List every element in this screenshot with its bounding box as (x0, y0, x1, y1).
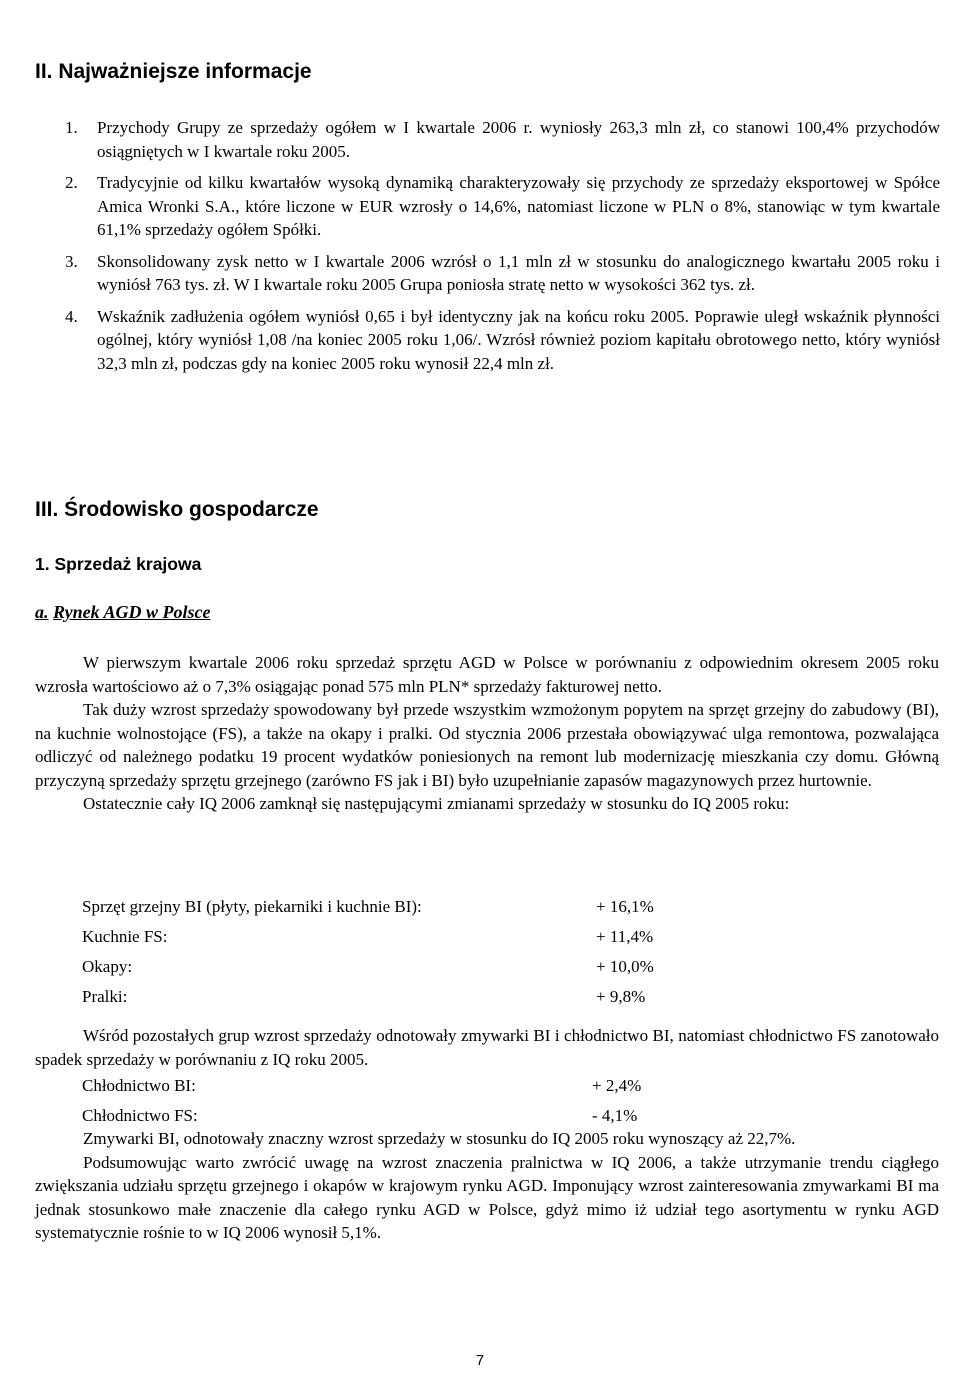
table-row-label: Sprzęt grzejny BI (płyty, piekarniki i kuchnie BI): (82, 897, 422, 916)
list-item-number: 1. (65, 118, 78, 137)
key-info-list (35, 116, 940, 383)
table-row-value: + 11,4% (596, 927, 654, 946)
table-row-value: + 9,8% (596, 987, 646, 1006)
section-iii-heading: III. Środowisko gospodarcze (35, 498, 319, 521)
paragraph: W pierwszym kwartale 2006 roku sprzedaż sprzętu AGD w Polsce w porównaniu z odpowiednim okresem 2005 roku wzrosła wartościowo aż o 7,3% osiągając ponad 575 mln PLN* sprzedaży fakturowej netto. (35, 653, 939, 696)
table-row-label: Okapy: (82, 957, 133, 976)
list-item-number: 3. (65, 251, 78, 271)
list-item (35, 116, 940, 163)
subsection-a-label: a. (35, 602, 49, 622)
list-item-text: Przychody Grupy ze sprzedaży ogółem w I kwartale 2006 r. wyniosły 263,3 mln zł, co stanowi 100,4% przychodów osiągniętych w I kwartale roku 2005. (97, 118, 940, 161)
table-row-label: Pralki: (82, 987, 128, 1006)
list-item-text: Skonsolidowany zysk netto w I kwartale 2006 wzrósł o 1,1 mln zł w stosunku do analogicznego kwartału 2005 roku i wyniósł 763 tys. zł. W I kwartale roku 2005 Grupa poniosła stratę netto w wysokości 362 tys. zł. (97, 251, 940, 294)
page-number: 7 (475, 1352, 485, 1369)
table-row-label: Chłodnictwo BI: (82, 1076, 196, 1095)
table-row-label: Kuchnie FS: (82, 927, 168, 946)
list-item (35, 171, 940, 242)
list-item-number: 4. (65, 306, 78, 326)
table-row-label: Chłodnictwo FS: (82, 1106, 198, 1125)
table-row-value: + 16,1% (596, 897, 654, 916)
table-row-value: + 2,4% (592, 1076, 642, 1095)
subsection-a-title: Rynek AGD w Polsce (53, 602, 211, 622)
subsection-heading: 1. Sprzedaż krajowa (35, 554, 202, 574)
list-item (35, 305, 940, 376)
paragraph: Ostatecznie cały IQ 2006 zamknął się następującymi zmianami sprzedaży w stosunku do IQ 2005 roku: (83, 794, 790, 813)
body-block-2 (35, 1024, 939, 1071)
body-block-3 (35, 1127, 939, 1245)
list-item-text: Wskaźnik zadłużenia ogółem wyniósł 0,65 i był identyczny jak na końcu roku 2005. Poprawie uległ wskaźnik płynności ogólnej, który wyniósł 1,08 /na koniec 2005 roku 1,06/. Wzrósł również poziom kapitału obrotowego netto, który wyniósł 32,3 mln zł, podczas gdy na koniec 2005 roku wynosił 22,4 mln zł. (97, 306, 940, 373)
body-block-1 (35, 651, 939, 816)
list-item-number: 2. (65, 173, 78, 192)
paragraph: Wśród pozostałych grup wzrost sprzedaży odnotowały zmywarki BI i chłodnictwo BI, natomiast chłodnictwo FS zanotowało spadek sprzedaży w porównaniu z IQ roku 2005. (35, 1026, 939, 1069)
paragraph: Tak duży wzrost sprzedaży spowodowany był przede wszystkim wzmożonym popytem na sprzęt grzejny do zabudowy (BI), na kuchnie wolnostojące (FS), a także na okapy i pralki. Od stycznia 2006 przestała obowiązywać ulga remontowa, pozwalająca odliczyć od należnego podatku 19 procent wydatków poniesionych na remont lub modernizację mieszkania czy domu. Główną przyczyną sprzedaży sprzętu grzejnego (zarówno FS jak i BI) było uzupełnianie zapasów magazynowych przez hurtownie. (35, 700, 939, 790)
section-ii-heading: II. Najważniejsze informacje (35, 60, 312, 83)
table-row-value: + 10,0% (596, 957, 654, 976)
list-item (35, 250, 940, 297)
paragraph: Podsumowując warto zwrócić uwagę na wzrost znaczenia pralnictwa w IQ 2006, a także utrzymanie trendu ciągłego zwiększania udziału sprzętu grzejnego i okapów w krajowym rynku AGD. Imponujący wzrost zainteresowania zmywarkami BI ma jednak stosunkowo małe znaczenie dla całego rynku AGD w Polsce, gdyż mimo iż udział tego asortymentu w rynku AGD systematycznie rośnie to w IQ 2006 wynosił 5,1%. (35, 1152, 939, 1242)
table-row-value: - 4,1% (592, 1106, 638, 1125)
list-item-text: Tradycyjnie od kilku kwartałów wysoką dynamiką charakteryzowały się przychody ze sprzedaży eksportowej w Spółce Amica Wronki S.A., które liczone w EUR wzrosły o 14,6%, natomiast liczone w PLN o 8%, stanowiąc w tym kwartale 61,1% sprzedaży ogółem Spółki. (97, 173, 940, 239)
paragraph: Zmywarki BI, odnotowały znaczny wzrost sprzedaży w stosunku do IQ 2005 roku wynoszący aż 22,7%. (83, 1129, 796, 1148)
subsection-a-heading (35, 602, 211, 623)
